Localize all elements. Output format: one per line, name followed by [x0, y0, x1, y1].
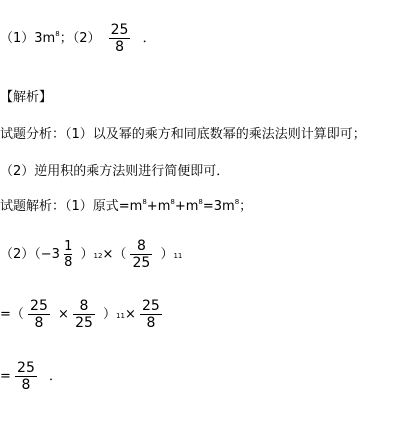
fraction-numerator: 25: [30, 298, 48, 314]
fraction-numerator: 25: [110, 22, 129, 38]
answer-part1-label: （1）: [0, 31, 35, 46]
equation-text: ×: [124, 307, 136, 322]
exponent: 11: [116, 312, 125, 320]
analysis-line-2: （2）逆用积的乘方法则进行简便即可．: [0, 164, 230, 179]
equation-2: [0, 298, 162, 331]
fraction-denominator: 8: [34, 315, 44, 331]
answer-part1-exponent: 8: [55, 30, 60, 38]
solution-text: +m: [146, 199, 171, 214]
solution-text: 试题解析：（1）原式=m: [0, 199, 143, 214]
analysis-heading: 【解析】: [0, 90, 53, 105]
fraction-numerator: 25: [142, 298, 160, 314]
exponent: 8: [234, 198, 240, 206]
exponent: 8: [198, 198, 203, 206]
equation-text: ×: [58, 307, 69, 322]
answer-part1-sep: ；: [59, 31, 73, 46]
exponent: 8: [142, 198, 147, 206]
answer-part1-value: 3m: [34, 31, 56, 46]
fraction-denominator: 25: [75, 315, 93, 331]
fraction-denominator: 8: [115, 39, 124, 55]
solution-text: ；: [239, 199, 253, 214]
exponent: 11: [173, 252, 183, 260]
fraction-numerator: 8: [136, 238, 146, 254]
exponent: 12: [93, 252, 103, 260]
equation-1: [0, 238, 182, 271]
fraction: [73, 298, 95, 331]
analysis-line-1: 试题分析：（1）以及幂的乘方和同底数幂的乘法法则计算即可；: [0, 127, 366, 142]
equation-text: ×（: [102, 247, 127, 262]
equation-3: [0, 360, 62, 393]
equation-text: ）: [80, 247, 94, 262]
equation-text: =: [0, 369, 11, 384]
fraction-numerator: 1: [64, 239, 73, 254]
fraction-denominator: 8: [146, 315, 156, 331]
answer-part2-fraction: [109, 22, 131, 55]
equation-text: ）: [103, 307, 117, 322]
equation-text: （2）（−3: [0, 247, 60, 262]
mixed-fraction: [64, 239, 72, 270]
answer-line: [0, 22, 156, 55]
fraction-denominator: 8: [64, 255, 73, 270]
fraction: [28, 298, 50, 331]
solution-text: =3m: [202, 199, 235, 214]
fraction-denominator: 25: [132, 255, 151, 271]
equation-text: ）: [160, 247, 174, 262]
exponent: 8: [170, 198, 175, 206]
solution-line-1: [0, 195, 252, 214]
fraction-numerator: 25: [17, 360, 35, 376]
fraction-numerator: 8: [79, 298, 89, 314]
answer-end: ．: [142, 31, 156, 46]
solution-text: +m: [174, 199, 199, 214]
fraction: [15, 360, 37, 393]
answer-part2-label: （2）: [72, 31, 101, 46]
fraction: [140, 298, 162, 331]
fraction-denominator: 8: [21, 377, 31, 393]
equation-text: ．: [49, 369, 63, 384]
equation-text: =（: [0, 307, 24, 322]
fraction: [130, 238, 152, 271]
